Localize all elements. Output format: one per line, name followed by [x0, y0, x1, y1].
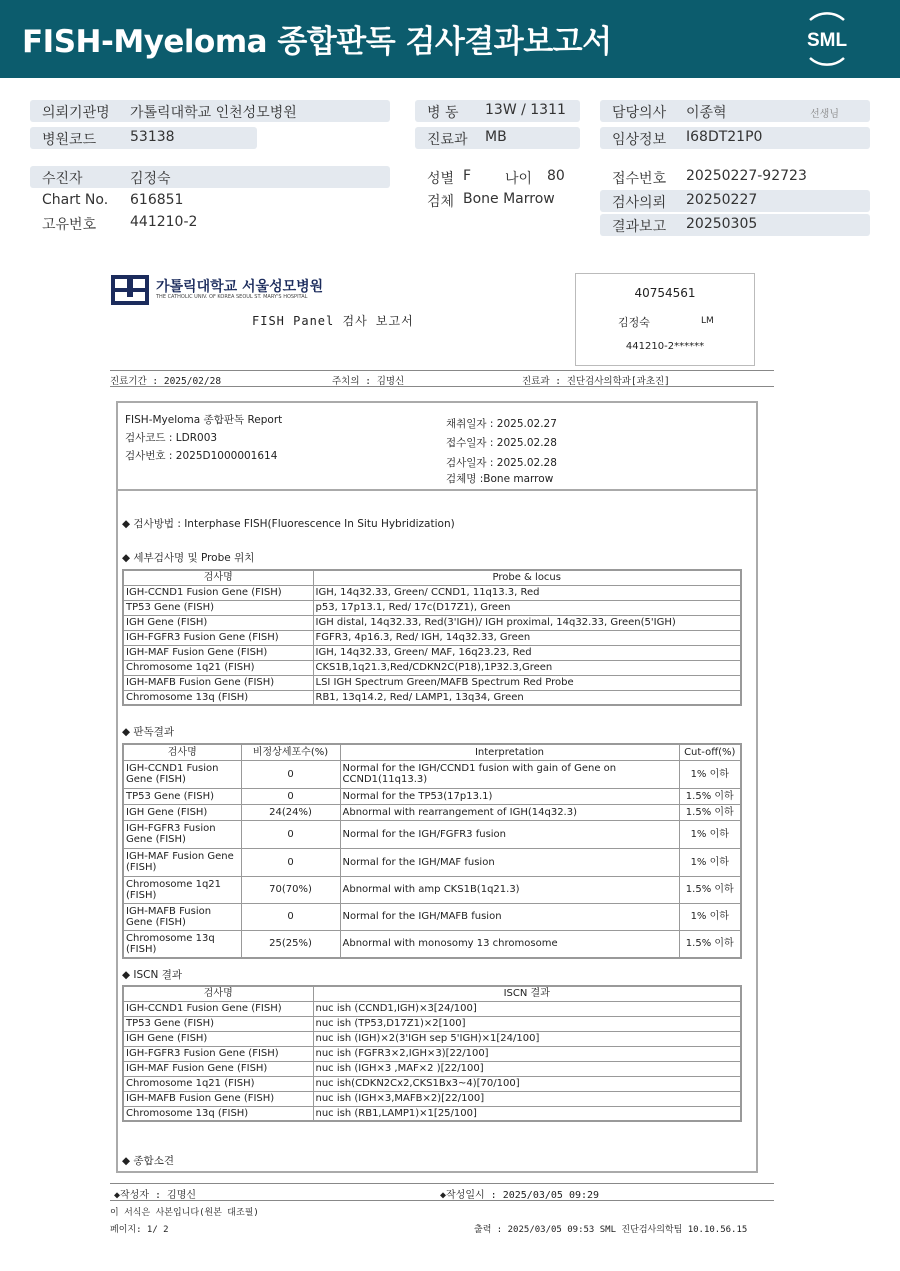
probe-row [123, 675, 741, 690]
probe-row [123, 600, 741, 615]
result-row [123, 930, 741, 958]
result-header-interpretation: Interpretation [340, 744, 679, 760]
result-header-test: 검사명 [123, 744, 241, 760]
probe-locus-cell: IGH, 14q32.33, Green/ MAF, 16q23.23, Red [313, 645, 741, 660]
result-row [123, 820, 741, 848]
meta-department: 진료과 : 진단검사의학과[과초진] [522, 376, 670, 387]
probe-locus-cell: CKS1B,1q21.3,Red/CDKN2C(P18),1P32.3,Green [313, 660, 741, 675]
footer-author: ◆작성자 : 김명신 [114, 1190, 197, 1201]
result-interpretation-cell: Normal for the IGH/CCND1 fusion with gain of Gene on CCND1(11q13.3) [340, 760, 679, 788]
uid-value: 441210-2 [130, 214, 198, 230]
footer-copy-note: 이 서식은 사본입니다(원본 대조필) [110, 1208, 259, 1218]
iscn-test-cell: Chromosome 1q21 (FISH) [123, 1076, 313, 1091]
result-abnormal-cell: 0 [241, 788, 340, 804]
chart-value: 616851 [130, 192, 184, 208]
ward-label: 병 동 [427, 105, 459, 121]
chart-field [30, 190, 390, 212]
iscn-test-cell: TP53 Gene (FISH) [123, 1016, 313, 1031]
sex-value: F [463, 168, 472, 184]
uid-field [30, 212, 390, 234]
hospital-subtitle: THE CATHOLIC UNIV. OF KOREA SEOUL ST. MARY'S HOSPITAL [156, 294, 308, 300]
patient-field [30, 166, 390, 188]
iscn-row [123, 1046, 741, 1061]
result-test-cell: TP53 Gene (FISH) [123, 788, 241, 804]
iscn-result-cell: nuc ish (FGFR3×2,IGH×3)[22/100] [313, 1046, 741, 1061]
iscn-header-row [123, 986, 741, 1001]
institution-value: 가톨릭대학교 인천성모병원 [130, 105, 297, 121]
result-abnormal-cell: 0 [241, 903, 340, 930]
report-footer-line [110, 1183, 774, 1201]
iscn-row [123, 1076, 741, 1091]
iscn-table-body [123, 1001, 741, 1121]
reg-no-field [600, 166, 870, 188]
result-cutoff-cell: 1% 이하 [679, 760, 741, 788]
result-cutoff-cell: 1.5% 이하 [679, 930, 741, 958]
probe-header-test: 검사명 [123, 570, 313, 585]
result-test-cell: Chromosome 13q (FISH) [123, 930, 241, 958]
iscn-test-cell: IGH-FGFR3 Fusion Gene (FISH) [123, 1046, 313, 1061]
result-test-cell: IGH-CCND1 Fusion Gene (FISH) [123, 760, 241, 788]
uid-label: 고유번호 [42, 217, 97, 233]
specimen-label-box [575, 273, 755, 366]
iscn-test-cell: IGH-MAF Fusion Gene (FISH) [123, 1061, 313, 1076]
reg-no-label: 접수번호 [612, 171, 667, 187]
panel-title: FISH Panel 검사 보고서 [252, 314, 414, 328]
iscn-row [123, 1031, 741, 1046]
result-interpretation-cell: Abnormal with monosomy 13 chromosome [340, 930, 679, 958]
probe-test-cell: TP53 Gene (FISH) [123, 600, 313, 615]
probe-locus-cell: IGH, 14q32.33, Green/ CCND1, 11q13.3, Red [313, 585, 741, 600]
probe-header-locus: Probe & locus [313, 570, 741, 585]
result-abnormal-cell: 70(70%) [241, 876, 340, 903]
footer-page: 페이지: 1/ 2 [110, 1225, 169, 1235]
clinical-field [600, 127, 870, 149]
result-header-abnormal: 비정상세포수(%) [241, 744, 340, 760]
result-row [123, 788, 741, 804]
meta-period: 진료기간 : 2025/02/28 [110, 376, 222, 387]
result-test-cell: IGH Gene (FISH) [123, 804, 241, 820]
iscn-result-cell: nuc ish(CDKN2Cx2,CKS1Bx3~4)[70/100] [313, 1076, 741, 1091]
probe-table-body [123, 585, 741, 705]
age-value: 80 [547, 168, 565, 184]
probe-test-cell: IGH-MAFB Fusion Gene (FISH) [123, 675, 313, 690]
result-row [123, 848, 741, 876]
iscn-row [123, 1061, 741, 1076]
institution-field [30, 100, 390, 122]
result-abnormal-cell: 0 [241, 848, 340, 876]
iscn-result-cell: nuc ish (IGH×3 ,MAF×2 )[22/100] [313, 1061, 741, 1076]
footer-printed: 출력 : 2025/03/05 09:53 SML 진단검사의학팀 10.10.56.15 [474, 1225, 748, 1235]
iscn-row [123, 1106, 741, 1121]
probe-row [123, 660, 741, 675]
probe-locus-cell: p53, 17p13.1, Red/ 17c(D17Z1), Green [313, 600, 741, 615]
hospital-code-value: 53138 [130, 129, 175, 145]
ward-value: 13W / 1311 [485, 102, 566, 118]
iscn-table [122, 985, 742, 1122]
label-number: 40754561 [634, 286, 696, 300]
specimen-value: Bone Marrow [463, 191, 555, 207]
probe-locus-cell: LSI IGH Spectrum Green/MAFB Spectrum Red Probe [313, 675, 741, 690]
iscn-row [123, 1091, 741, 1106]
probe-test-cell: IGH-MAF Fusion Gene (FISH) [123, 645, 313, 660]
test-number: 검사번호 : 2025D1000001614 [125, 450, 278, 462]
sml-logo [798, 10, 856, 68]
result-cutoff-cell: 1.5% 이하 [679, 804, 741, 820]
iscn-result-cell: nuc ish (TP53,D17Z1)×2[100] [313, 1016, 741, 1031]
iscn-section-title: ◆ ISCN 결과 [122, 969, 182, 981]
result-row [123, 876, 741, 903]
result-test-cell: IGH-MAF Fusion Gene (FISH) [123, 848, 241, 876]
result-interpretation-cell: Normal for the IGH/MAFB fusion [340, 903, 679, 930]
header-bar [0, 0, 900, 78]
probe-row [123, 645, 741, 660]
collect-date: 채취일자 : 2025.02.27 [446, 418, 557, 430]
iscn-test-cell: IGH-CCND1 Fusion Gene (FISH) [123, 1001, 313, 1016]
result-test-cell: IGH-FGFR3 Fusion Gene (FISH) [123, 820, 241, 848]
age-label: 나이 [505, 171, 533, 187]
summary-section-title: ◆ 종합소견 [122, 1155, 174, 1167]
result-abnormal-cell: 0 [241, 820, 340, 848]
probe-row [123, 615, 741, 630]
label-name: 김정숙 [618, 316, 650, 329]
sex-label: 성별 [427, 171, 455, 187]
report-date-field [600, 214, 870, 236]
result-row [123, 804, 741, 820]
result-cutoff-cell: 1% 이하 [679, 903, 741, 930]
hospital-code-label: 병원코드 [42, 132, 97, 148]
hospital-logo-icon [110, 274, 150, 306]
probe-test-cell: Chromosome 13q (FISH) [123, 690, 313, 705]
iscn-result-cell: nuc ish (RB1,LAMP1)×1[25/100] [313, 1106, 741, 1121]
doctor-suffix: 선생님 [810, 109, 839, 120]
receive-date: 접수일자 : 2025.02.28 [446, 437, 557, 449]
footer-written: ◆작성일시 : 2025/03/05 09:29 [440, 1190, 600, 1201]
iscn-test-cell: IGH-MAFB Fusion Gene (FISH) [123, 1091, 313, 1106]
dept-label: 진료과 [427, 132, 468, 148]
result-interpretation-cell: Normal for the TP53(17p13.1) [340, 788, 679, 804]
report-footer-notes [110, 1202, 774, 1242]
hospital-name: 가톨릭대학교 서울성모병원 [156, 279, 324, 295]
method-line: ◆ 검사방법 : Interphase FISH(Fluorescence In Situ Hybridization) [122, 518, 455, 530]
result-test-cell: IGH-MAFB Fusion Gene (FISH) [123, 903, 241, 930]
clinical-value: I68DT21P0 [686, 129, 763, 145]
probe-test-cell: Chromosome 1q21 (FISH) [123, 660, 313, 675]
probe-test-cell: IGH Gene (FISH) [123, 615, 313, 630]
report-date-label: 결과보고 [612, 219, 667, 235]
meta-physician: 주치의 : 김명신 [332, 376, 405, 387]
iscn-test-cell: Chromosome 13q (FISH) [123, 1106, 313, 1121]
iscn-result-cell: nuc ish (IGH×3,MAFB×2)[22/100] [313, 1091, 741, 1106]
iscn-row [123, 1001, 741, 1016]
probe-row [123, 585, 741, 600]
result-section-title: ◆ 판독결과 [122, 726, 174, 738]
report-body [116, 401, 758, 1173]
patient-label: 수진자 [42, 171, 83, 187]
report-name: FISH-Myeloma 종합판독 Report [125, 414, 283, 426]
iscn-result-cell: nuc ish (CCND1,IGH)×3[24/100] [313, 1001, 741, 1016]
chart-label: Chart No. [42, 192, 109, 208]
result-interpretation-cell: Abnormal with rearrangement of IGH(14q32.3) [340, 804, 679, 820]
label-code: LM [701, 316, 714, 326]
result-row [123, 760, 741, 788]
report-body-header [118, 403, 756, 491]
clinical-label: 임상정보 [612, 132, 667, 148]
iscn-result-cell: nuc ish (IGH)×2(3'IGH sep 5'IGH)×1[24/100] [313, 1031, 741, 1046]
result-cutoff-cell: 1.5% 이하 [679, 788, 741, 804]
result-cutoff-cell: 1.5% 이하 [679, 876, 741, 903]
result-row [123, 903, 741, 930]
test-code: 검사코드 : LDR003 [125, 432, 218, 444]
result-header-cutoff: Cut-off(%) [679, 744, 741, 760]
doctor-value: 이종혁 [686, 105, 727, 121]
result-interpretation-cell: Normal for the IGH/MAF fusion [340, 848, 679, 876]
dept-field [415, 127, 580, 149]
result-cutoff-cell: 1% 이하 [679, 848, 741, 876]
sml-logo-text: SML [806, 30, 848, 51]
report-meta-line [110, 370, 774, 387]
probe-locus-cell: FGFR3, 4p16.3, Red/ IGH, 14q32.33, Green [313, 630, 741, 645]
result-table [122, 743, 742, 959]
hospital-code-field [30, 127, 257, 149]
probe-header-row [123, 570, 741, 585]
probe-test-cell: IGH-CCND1 Fusion Gene (FISH) [123, 585, 313, 600]
request-label: 검사의뢰 [612, 195, 667, 211]
probe-table [122, 569, 742, 706]
request-field [600, 190, 870, 212]
page-title: FISH-Myeloma 종합판독 검사결과보고서 [22, 24, 612, 60]
probe-row [123, 630, 741, 645]
ward-field [415, 100, 580, 122]
patient-value: 김정숙 [130, 171, 171, 187]
test-date: 검사일자 : 2025.02.28 [446, 457, 557, 469]
result-abnormal-cell: 25(25%) [241, 930, 340, 958]
label-id: 441210-2****** [625, 341, 705, 352]
result-interpretation-cell: Normal for the IGH/FGFR3 fusion [340, 820, 679, 848]
probe-test-cell: IGH-FGFR3 Fusion Gene (FISH) [123, 630, 313, 645]
probe-row [123, 690, 741, 705]
request-value: 20250227 [686, 192, 758, 208]
specimen-field [415, 189, 580, 211]
result-interpretation-cell: Abnormal with amp CKS1B(1q21.3) [340, 876, 679, 903]
result-abnormal-cell: 0 [241, 760, 340, 788]
iscn-header-test: 검사명 [123, 986, 313, 1001]
institution-label: 의뢰기관명 [42, 105, 110, 121]
result-cutoff-cell: 1% 이하 [679, 820, 741, 848]
result-table-body [123, 760, 741, 958]
sex-age-field [415, 166, 580, 188]
probe-section-title: ◆ 세부검사명 및 Probe 위치 [122, 552, 255, 564]
iscn-test-cell: IGH Gene (FISH) [123, 1031, 313, 1046]
doctor-field [600, 100, 870, 122]
result-header-row [123, 744, 741, 760]
probe-locus-cell: RB1, 13q14.2, Red/ LAMP1, 13q34, Green [313, 690, 741, 705]
result-abnormal-cell: 24(24%) [241, 804, 340, 820]
report-date-value: 20250305 [686, 216, 758, 232]
doctor-label: 담당의사 [612, 105, 667, 121]
specimen-label: 검체 [427, 194, 455, 210]
probe-locus-cell: IGH distal, 14q32.33, Red(3'IGH)/ IGH proximal, 14q32.33, Green(5'IGH) [313, 615, 741, 630]
reg-no-value: 20250227-92723 [686, 168, 807, 184]
iscn-header-result: ISCN 결과 [313, 986, 741, 1001]
iscn-row [123, 1016, 741, 1031]
specimen-name: 검체명 :Bone marrow [446, 473, 554, 485]
dept-value: MB [485, 129, 507, 145]
result-test-cell: Chromosome 1q21 (FISH) [123, 876, 241, 903]
